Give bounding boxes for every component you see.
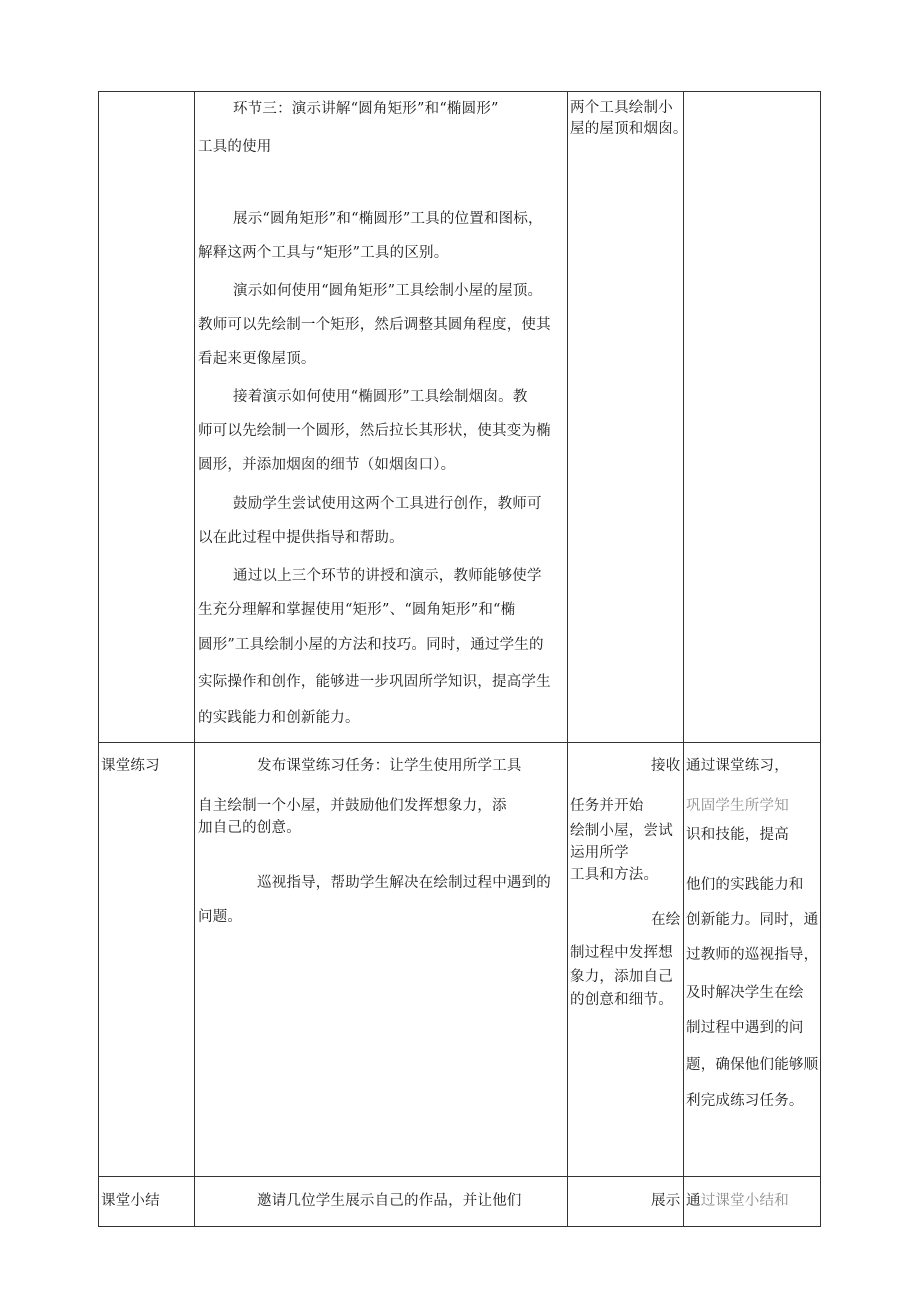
table-border-right [820, 91, 821, 1227]
paragraph-line: 圆形”工具绘制小屋的方法和技巧。同时，通过学生的 [198, 637, 544, 653]
paragraph-line: 接着演示如何使用“椭圆形”工具绘制烟囱。教 [233, 389, 528, 405]
design-intent-line: 利完成练习任务。 [686, 1093, 804, 1109]
teacher-activity-line: 自主绘制一个小屋，并鼓励他们发挥想象力，添 [198, 798, 507, 814]
row-divider-1 [98, 742, 821, 743]
design-intent-line: 制过程中遇到的问 [686, 1020, 804, 1036]
design-intent-line [686, 1191, 789, 1212]
row-label-practice: 课堂练习 [101, 758, 160, 774]
design-intent-line: 通过课堂练习， [686, 758, 789, 774]
student-activity-line: 象力，添加自己 [570, 969, 673, 985]
table-divider-2 [567, 91, 568, 1227]
paragraph-line: 演示如何使用“圆角矩形”工具绘制小屋的屋顶。 [233, 283, 543, 299]
design-intent-text-gray: 过课堂小结和 [700, 1193, 789, 1209]
paragraph-line: 实际操作和创作，能够进一步巩固所学知识，提高学生 [198, 674, 551, 690]
design-intent-line: 及时解决学生在绘 [686, 985, 804, 1001]
table-divider-3 [683, 91, 684, 1227]
teacher-activity-line: 巡视指导，帮助学生解决在绘制过程中遇到的 [257, 875, 551, 891]
section-heading-line2: 工具的使用 [198, 139, 272, 155]
table-divider-1 [194, 91, 195, 1227]
student-activity-line: 屋的屋顶和烟囱。 [570, 121, 688, 137]
design-intent-line: 过教师的巡视指导， [686, 947, 819, 963]
paragraph-line: 生充分理解和掌握使用“矩形”、“圆角矩形”和“椭 [198, 602, 516, 618]
student-activity-line: 的创意和细节。 [570, 992, 673, 1008]
paragraph-line: 的实践能力和创新能力。 [198, 710, 360, 726]
student-activity-line: 展示 [651, 1193, 681, 1209]
paragraph-line: 鼓励学生尝试使用这两个工具进行创作，教师可 [233, 496, 542, 512]
paragraph-line: 教师可以先绘制一个矩形，然后调整其圆角程度，使其 [198, 317, 551, 333]
row-label-summary: 课堂小结 [101, 1193, 160, 1209]
design-intent-text-dark: 通 [686, 1193, 701, 1209]
paragraph-line: 通过以上三个环节的讲授和演示，教师能够使学 [233, 568, 542, 584]
teacher-activity-line: 问题。 [198, 909, 243, 925]
student-activity-line: 工具和方法。 [570, 867, 659, 883]
teacher-activity-line: 发布课堂练习任务：让学生使用所学工具 [257, 758, 522, 774]
student-activity-line: 接收 [651, 758, 681, 774]
paragraph-line: 看起来更像屋顶。 [198, 351, 316, 367]
design-intent-line: 他们的实践能力和 [686, 877, 804, 893]
table-border-top [98, 91, 821, 92]
paragraph-line: 解释这两个工具与“矩形”工具的区别。 [198, 245, 449, 261]
paragraph-line: 师可以先绘制一个圆形，然后拉长其形状，使其变为椭 [198, 423, 551, 439]
student-activity-line: 在绘 [651, 912, 681, 928]
design-intent-line: 识和技能，提高 [686, 827, 789, 843]
student-activity-line: 任务并开始 [570, 798, 644, 814]
student-activity-line: 运用所学 [570, 845, 629, 861]
table-border-left [98, 91, 99, 1227]
row-divider-2 [98, 1176, 821, 1177]
table-border-bottom [98, 1226, 821, 1227]
paragraph-line: 以在此过程中提供指导和帮助。 [198, 530, 404, 546]
section-heading-line1: 环节三：演示讲解“圆角矩形”和“椭圆形” [233, 101, 499, 117]
design-intent-line: 创新能力。同时，通 [686, 912, 819, 928]
student-activity-line: 绘制小屋，尝试 [570, 823, 673, 839]
design-intent-line: 巩固学生所学知 [686, 798, 789, 814]
paragraph-line: 圆形，并添加烟囱的细节（如烟囱口）。 [198, 457, 456, 473]
paragraph-line: 展示“圆角矩形”和“椭圆形”工具的位置和图标， [233, 211, 543, 227]
student-activity-line: 两个工具绘制小 [570, 100, 673, 116]
teacher-activity-line: 加自己的创意。 [198, 820, 301, 836]
design-intent-line: 题，确保他们能够顺 [686, 1057, 819, 1073]
student-activity-line: 制过程中发挥想 [570, 945, 673, 961]
teacher-activity-line: 邀请几位学生展示自己的作品，并让他们 [257, 1193, 522, 1209]
